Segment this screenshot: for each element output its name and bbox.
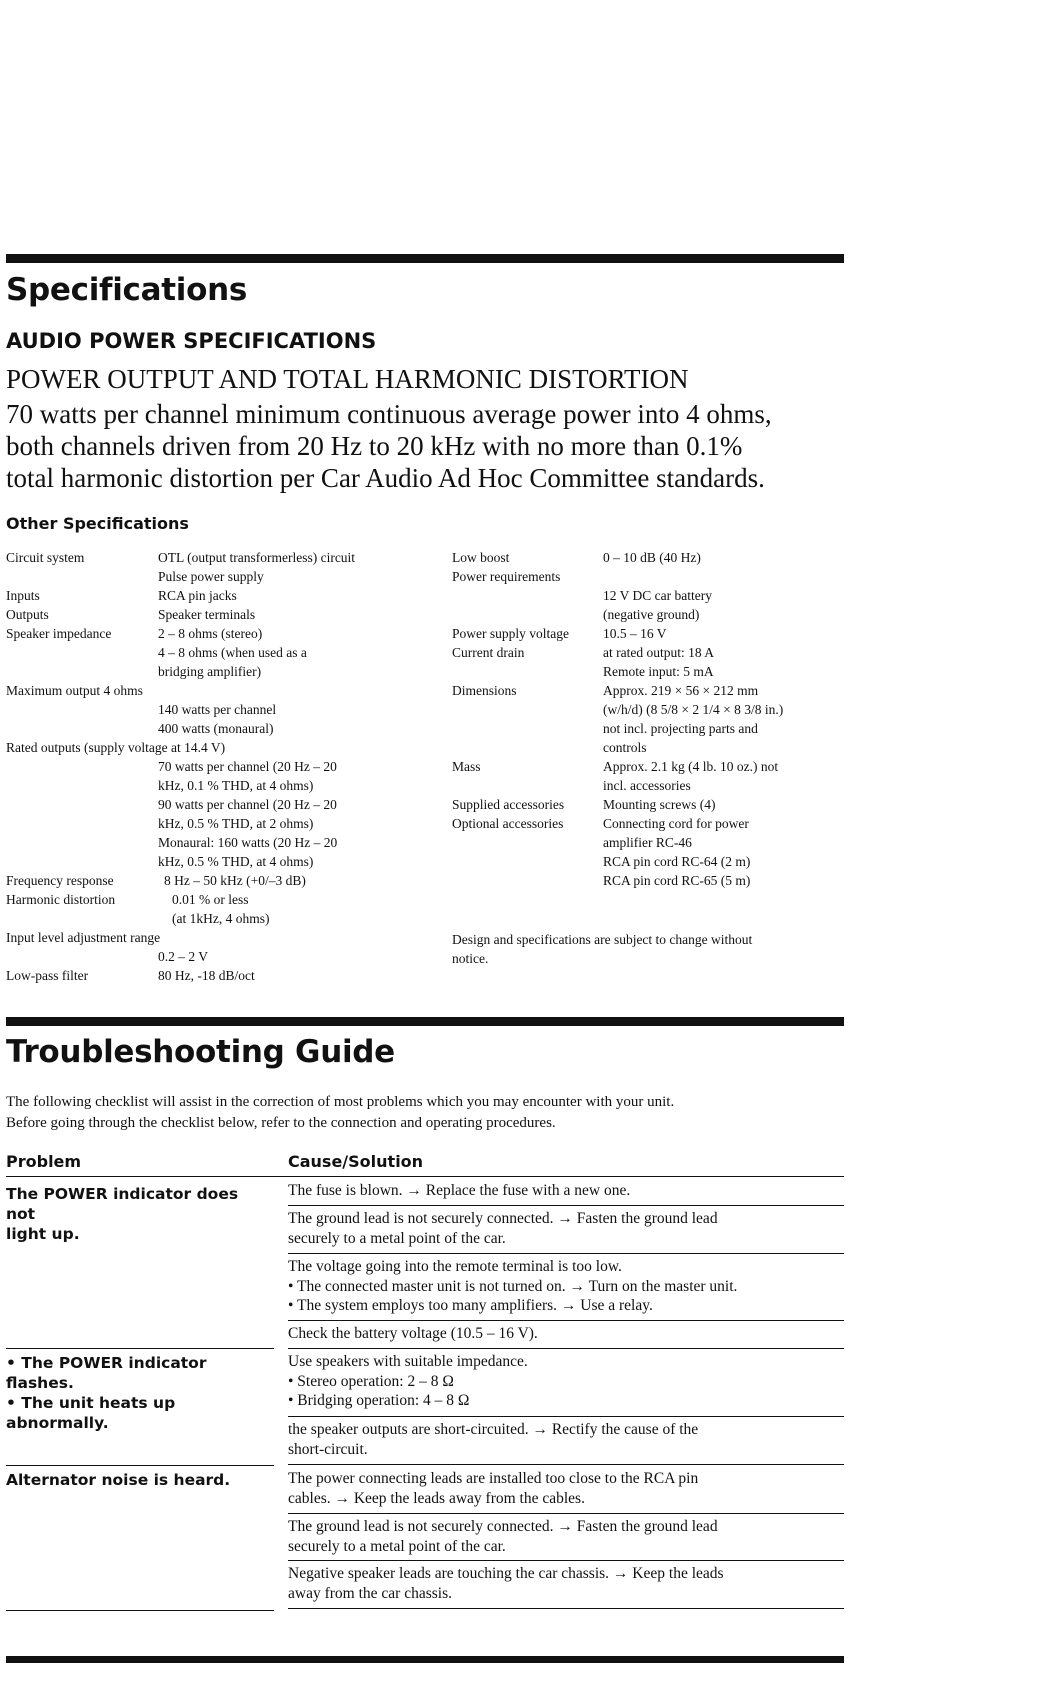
spec-input-level (6, 928, 426, 966)
cause-line: away from the car chassis. (288, 1584, 452, 1602)
cause-line: The fuse is blown. → Replace the fuse with a new one. (288, 1182, 631, 1199)
spec-value: Approx. 2.1 kg (4 lb. 10 oz.) not (603, 759, 779, 774)
spec-value: RCA pin jacks (158, 588, 237, 603)
cause-line: short-circuit. (288, 1440, 368, 1458)
cause-cell (288, 1561, 844, 1609)
cause-line: Use speakers with suitable impedance. (288, 1353, 528, 1370)
notice-line: Design and specifications are subject to change without (452, 932, 753, 947)
cause-cell (288, 1206, 844, 1254)
other-specifications-heading: Other Specifications (6, 514, 189, 533)
spec-value: Remote input: 5 mA (603, 664, 714, 679)
spec-power-requirements (452, 567, 852, 624)
cause-line: The voltage going into the remote terminal is too low. (288, 1258, 622, 1275)
notice-line: notice. (452, 951, 489, 966)
spec-value: Mounting screws (4) (603, 797, 716, 812)
problem-line: Alternator noise is heard. (6, 1471, 231, 1489)
spec-value: 4 – 8 ohms (when used as a (158, 645, 307, 660)
spec-label: Optional accessories (452, 816, 564, 831)
cause-line: • The connected master unit is not turned on. → Turn on the master unit. (288, 1277, 738, 1295)
spec-inputs (6, 586, 426, 605)
cause-line: • Bridging operation: 4 – 8 Ω (288, 1392, 470, 1409)
spec-dimensions (452, 681, 852, 757)
spec-frequency-response (6, 871, 426, 890)
cause-cell (288, 1417, 844, 1465)
spec-value: RCA pin cord RC-64 (2 m) (603, 854, 751, 869)
spec-value: not incl. projecting parts and (603, 721, 758, 736)
problem-cell (6, 1353, 271, 1433)
spec-column-right (452, 548, 852, 890)
spec-label: Frequency response (6, 873, 114, 888)
spec-supplied-accessories (452, 795, 852, 814)
spec-power-supply-voltage (452, 624, 852, 643)
cause-cell (288, 1321, 844, 1349)
cause-line: the speaker outputs are short-circuited. → Rectify the cause of the (288, 1421, 699, 1438)
problem-divider (6, 1348, 274, 1349)
cause-cell (288, 1254, 844, 1321)
table-header (6, 1150, 844, 1177)
spec-value: OTL (output transformerless) circuit (158, 550, 356, 565)
spec-label: Speaker impedance (6, 626, 112, 641)
power-output-paragraph (6, 398, 856, 494)
spec-value: incl. accessories (603, 778, 691, 793)
spec-value: 400 watts (monaural) (158, 721, 274, 736)
column-header-problem: Problem (6, 1152, 82, 1171)
specifications-notice (452, 930, 852, 968)
spec-value: 0.01 % or less (172, 892, 249, 907)
power-paragraph-line: total harmonic distortion per Car Audio Ad Hoc Committee standards. (6, 463, 765, 493)
spec-label: Inputs (6, 588, 40, 603)
spec-value: kHz, 0.5 % THD, at 2 ohms) (158, 816, 314, 831)
spec-label: Harmonic distortion (6, 892, 116, 907)
spec-rated-outputs (6, 738, 426, 871)
cause-line: cables. → Keep the leads away from the cables. (288, 1489, 585, 1507)
spec-value: at rated output: 18 A (603, 645, 714, 660)
troubleshooting-intro (6, 1092, 856, 1134)
spec-label: Low-pass filter (6, 968, 89, 983)
spec-value: bridging amplifier) (158, 664, 262, 679)
spec-label: Maximum output 4 ohms (6, 683, 143, 698)
cause-line: securely to a metal point of the car. (288, 1229, 506, 1247)
spec-value: 2 – 8 ohms (stereo) (158, 626, 263, 641)
spec-mass (452, 757, 852, 795)
spec-value: 12 V DC car battery (603, 588, 712, 603)
spec-outputs (6, 605, 426, 624)
spec-label: Input level adjustment range (6, 930, 161, 945)
problem-line: light up. (6, 1225, 80, 1243)
spec-value: 0.2 – 2 V (158, 949, 209, 964)
problem-line: • The POWER indicator flashes. (6, 1354, 207, 1392)
cause-cell (288, 1514, 844, 1561)
intro-line: Before going through the checklist below, refer to the connection and operating procedures. (6, 1115, 556, 1131)
power-output-heading: POWER OUTPUT AND TOTAL HARMONIC DISTORTION (6, 364, 689, 394)
spec-value: 80 Hz, -18 dB/oct (158, 968, 255, 983)
spec-value: (negative ground) (603, 607, 700, 622)
spec-label: Circuit system (6, 550, 85, 565)
spec-value: Monaural: 160 watts (20 Hz – 20 (158, 835, 338, 850)
spec-value: 140 watts per channel (158, 702, 277, 717)
intro-line: The following checklist will assist in the correction of most problems which you may encounter with your unit. (6, 1094, 675, 1110)
power-paragraph-line: 70 watts per channel minimum continuous average power into 4 ohms, (6, 399, 772, 429)
spec-max-output (6, 681, 426, 738)
spec-value: Pulse power supply (158, 569, 264, 584)
spec-value: (at 1kHz, 4 ohms) (172, 911, 270, 926)
cause-line: The power connecting leads are installed too close to the RCA pin (288, 1470, 699, 1487)
section-rule-middle (6, 1017, 844, 1026)
spec-value: Speaker terminals (158, 607, 256, 622)
spec-value: RCA pin cord RC-65 (5 m) (603, 873, 751, 888)
spec-value: Connecting cord for power (603, 816, 749, 831)
problem-line: The POWER indicator does not (6, 1185, 239, 1223)
spec-label: Supplied accessories (452, 797, 565, 812)
cause-line: Check the battery voltage (10.5 – 16 V). (288, 1325, 538, 1342)
cause-line: securely to a metal point of the car. (288, 1537, 506, 1555)
spec-current-drain (452, 643, 852, 681)
spec-label: Outputs (6, 607, 49, 622)
problem-divider (6, 1610, 274, 1611)
spec-label: Low boost (452, 550, 510, 565)
spec-optional-accessories (452, 814, 852, 890)
section-rule-bottom (6, 1656, 844, 1663)
problem-line: • The unit heats up abnormally. (6, 1394, 176, 1432)
cause-line: The ground lead is not securely connected. → Fasten the ground lead (288, 1518, 718, 1535)
spec-value: 70 watts per channel (20 Hz – 20 (158, 759, 337, 774)
spec-value: kHz, 0.5 % THD, at 4 ohms) (158, 854, 314, 869)
spec-value: amplifier RC-46 (603, 835, 692, 850)
spec-value: 90 watts per channel (20 Hz – 20 (158, 797, 337, 812)
spec-harmonic-distortion (6, 890, 426, 928)
spec-label: Rated outputs (supply voltage at 14.4 V) (6, 740, 226, 755)
spec-value: kHz, 0.1 % THD, at 4 ohms) (158, 778, 314, 793)
spec-column-left (6, 548, 426, 985)
cause-cell (288, 1349, 844, 1417)
spec-label: Dimensions (452, 683, 517, 698)
cause-line: • The system employs too many amplifiers. → Use a relay. (288, 1297, 653, 1314)
spec-value: (w/h/d) (8 5/8 × 2 1/4 × 8 3/8 in.) (603, 702, 784, 717)
column-header-cause: Cause/Solution (288, 1152, 424, 1171)
spec-label: Current drain (452, 645, 525, 660)
spec-value: Approx. 219 × 56 × 212 mm (603, 683, 759, 698)
spec-label: Mass (452, 759, 481, 774)
cause-line: Negative speaker leads are touching the car chassis. → Keep the leads (288, 1565, 724, 1582)
spec-label: Power requirements (452, 569, 561, 584)
spec-low-pass (6, 966, 426, 985)
troubleshooting-heading: Troubleshooting Guide (6, 1034, 395, 1070)
specifications-heading: Specifications (6, 272, 248, 308)
spec-value: 0 – 10 dB (40 Hz) (603, 550, 701, 565)
spec-impedance (6, 624, 426, 681)
power-paragraph-line: both channels driven from 20 Hz to 20 kHz with no more than 0.1% (6, 431, 743, 461)
problem-cell (6, 1470, 271, 1490)
cause-cell (288, 1178, 844, 1206)
spec-circuit (6, 548, 426, 586)
spec-label: Power supply voltage (452, 626, 569, 641)
spec-value: 8 Hz – 50 kHz (+0/–3 dB) (164, 873, 306, 888)
cause-line: • Stereo operation: 2 – 8 Ω (288, 1372, 454, 1390)
problem-divider (6, 1465, 274, 1466)
cause-cell (288, 1466, 844, 1514)
problem-cell (6, 1184, 271, 1244)
section-rule-top (6, 254, 844, 263)
cause-line: The ground lead is not securely connected. → Fasten the ground lead (288, 1210, 718, 1227)
audio-power-heading: AUDIO POWER SPECIFICATIONS (6, 329, 377, 353)
spec-value: 10.5 – 16 V (603, 626, 667, 641)
spec-value: controls (603, 740, 647, 755)
spec-low-boost (452, 548, 852, 567)
